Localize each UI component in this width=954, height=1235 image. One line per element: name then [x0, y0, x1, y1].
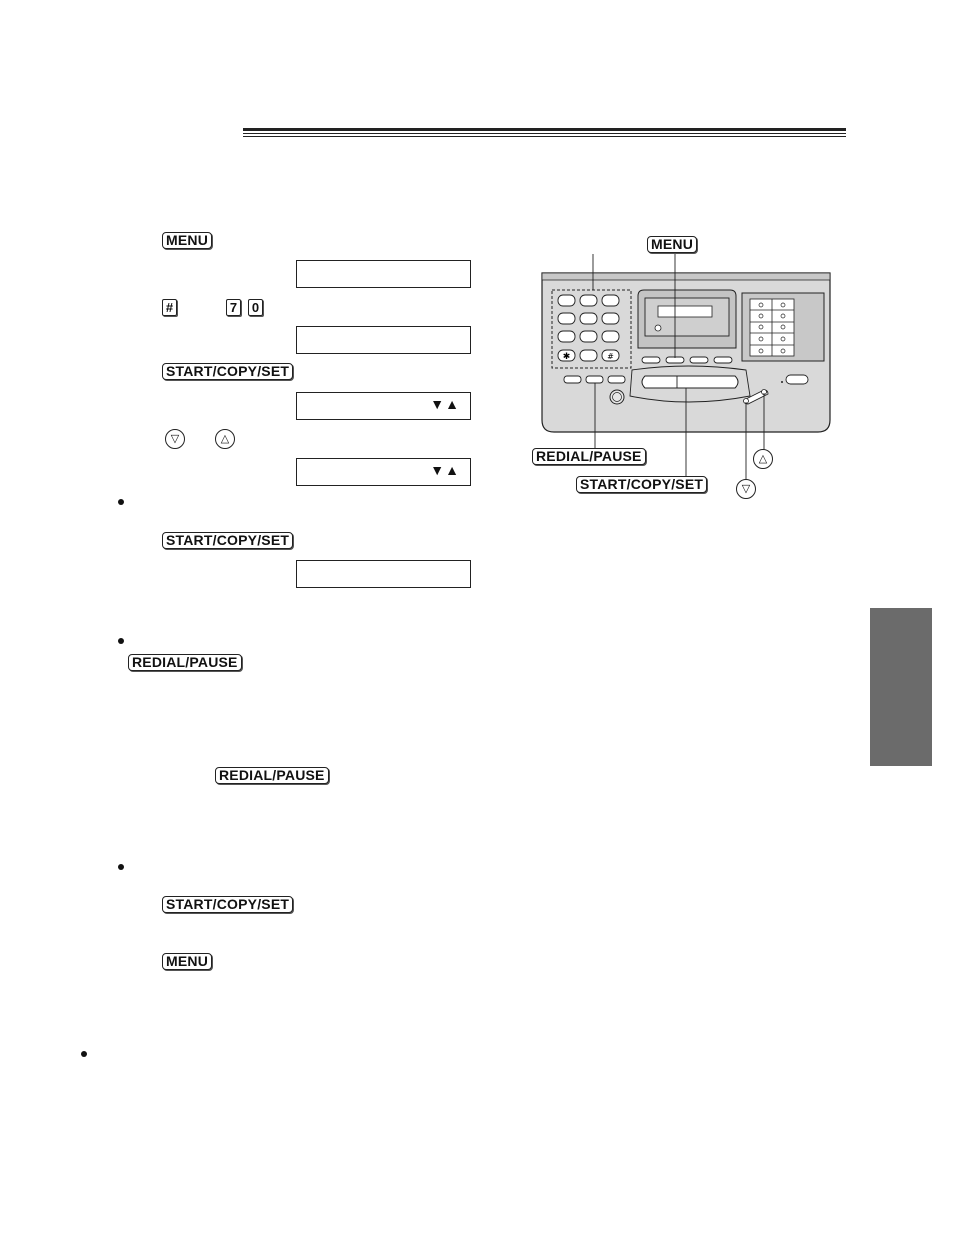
diagram-label-start-copy-set: START/COPY/SET — [576, 476, 707, 493]
display-box-2 — [296, 326, 471, 354]
bullet — [81, 1051, 87, 1057]
start-copy-set-button — [642, 376, 738, 388]
section-tab — [870, 608, 932, 766]
keypad-star: ✱ — [562, 352, 571, 362]
header-rule-mid — [243, 133, 846, 134]
display-box-1 — [296, 260, 471, 288]
display-box-4 — [296, 458, 471, 486]
zero-key: 0 — [248, 299, 263, 316]
display-box-5 — [296, 560, 471, 588]
menu-key: MENU — [162, 953, 212, 970]
hash-key: # — [162, 299, 177, 316]
header-rule-top — [243, 128, 846, 131]
diagram-up-key: △ — [753, 449, 773, 469]
device-top-edge — [542, 273, 830, 280]
redial-pause-key: REDIAL/PAUSE — [128, 654, 242, 671]
display-arrows: ▼▲ — [430, 462, 460, 478]
display-arrows: ▼▲ — [430, 396, 460, 412]
device-button — [608, 376, 625, 383]
start-copy-set-key: START/COPY/SET — [162, 896, 293, 913]
stop-button — [786, 375, 808, 384]
menu-key: MENU — [162, 232, 212, 249]
up-key: △ — [215, 429, 235, 449]
diagram-label-redial-pause: REDIAL/PAUSE — [532, 448, 646, 465]
bullet — [118, 864, 124, 870]
start-copy-set-key: START/COPY/SET — [162, 363, 293, 380]
header-rule-bottom — [243, 136, 846, 137]
device-button — [564, 376, 581, 383]
redial-button — [586, 376, 603, 383]
keypad-hash: # — [607, 352, 614, 361]
diagram-label-menu: MENU — [647, 236, 697, 253]
diagram-down-key: ▽ — [736, 479, 756, 499]
redial-pause-key: REDIAL/PAUSE — [215, 767, 329, 784]
device-dial — [610, 390, 624, 404]
display-box-3 — [296, 392, 471, 420]
down-key: ▽ — [165, 429, 185, 449]
bullet — [118, 638, 124, 644]
start-copy-set-key: START/COPY/SET — [162, 532, 293, 549]
bullet — [118, 499, 124, 505]
seven-key: 7 — [226, 299, 241, 316]
